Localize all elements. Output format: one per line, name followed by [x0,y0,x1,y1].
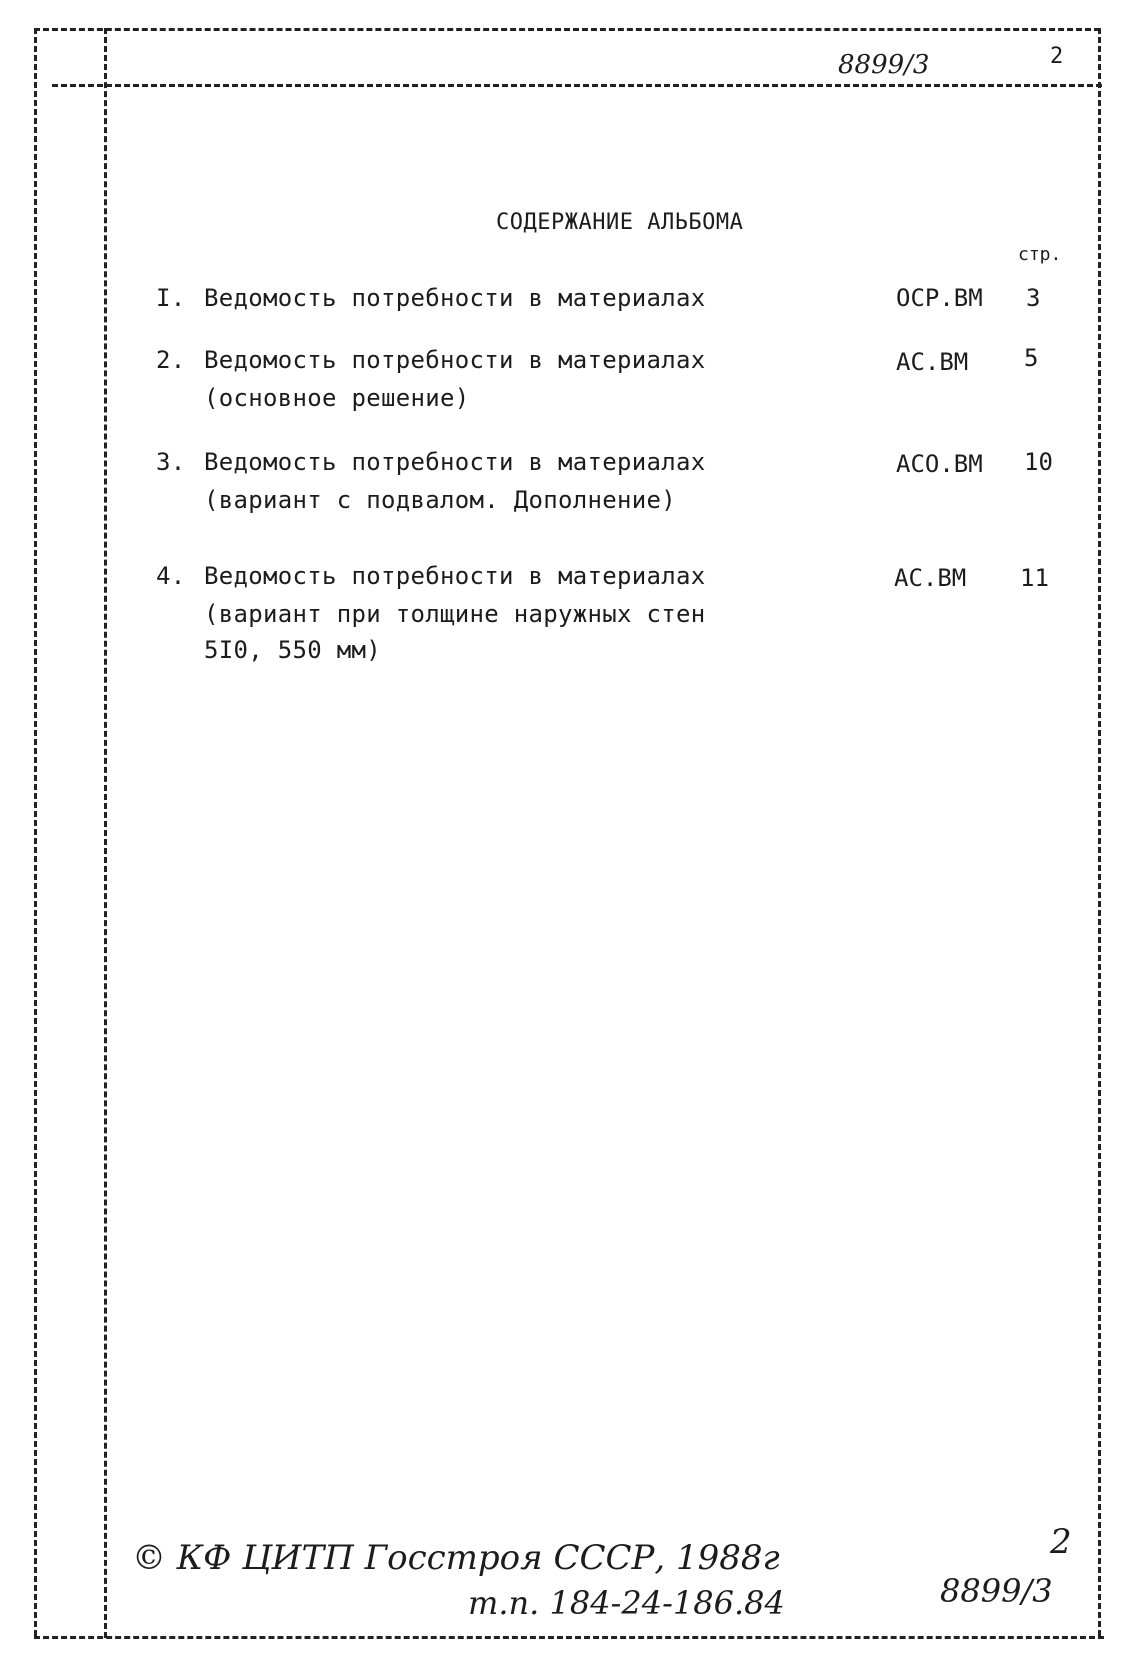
entry-page: 10 [1024,448,1053,476]
frame-bottom-line [34,1636,1104,1639]
entry-title-line: Ведомость потребности в материалах [204,448,706,476]
page-column-label: стр. [1018,244,1062,265]
page-title: СОДЕРЖАНИЕ АЛЬБОМА [496,210,744,235]
entry-title-line: (вариант с подвалом. Дополнение) [204,486,676,514]
frame-right-line [1098,28,1101,1636]
entry-code: АСО.ВМ [896,450,983,478]
entry-number: 2. [156,346,186,374]
frame-inner-left-line [104,28,107,1638]
corner-sheet-mark: 2 [1050,1522,1072,1562]
entry-title-line: Ведомость потребности в материалах [204,562,706,590]
entry-title-line: (вариант при толщине наружных стен [204,600,706,628]
copyright-note: © КФ ЦИТП Госстроя СССР, 1988г [132,1538,780,1578]
entry-title-line: Ведомость потребности в материалах [204,284,706,312]
entry-title-line: (основное решение) [204,384,470,412]
entry-number: 4. [156,562,186,590]
footer-doc-number: 8899/3 [940,1572,1053,1610]
entry-code: АС.ВМ [896,348,969,376]
entry-page: 5 [1024,344,1039,372]
entry-page: 11 [1020,564,1049,592]
frame-top-line [34,28,1100,31]
entry-page: 3 [1026,284,1041,312]
entry-code: АС.ВМ [894,564,967,592]
entry-number: 3. [156,448,186,476]
entry-title-line: Ведомость потребности в материалах [204,346,706,374]
frame-header-line [52,84,1102,87]
frame-outer-left-line [34,28,37,1636]
entry-title-line: 5I0, 550 мм) [204,636,381,664]
tp-number: т.п. 184-24-186.84 [468,1584,785,1622]
entry-number: I. [156,284,186,312]
sheet-number: 2 [1050,44,1064,69]
header-doc-number: 8899/3 [838,50,930,80]
entry-code: ОСР.ВМ [896,284,983,312]
